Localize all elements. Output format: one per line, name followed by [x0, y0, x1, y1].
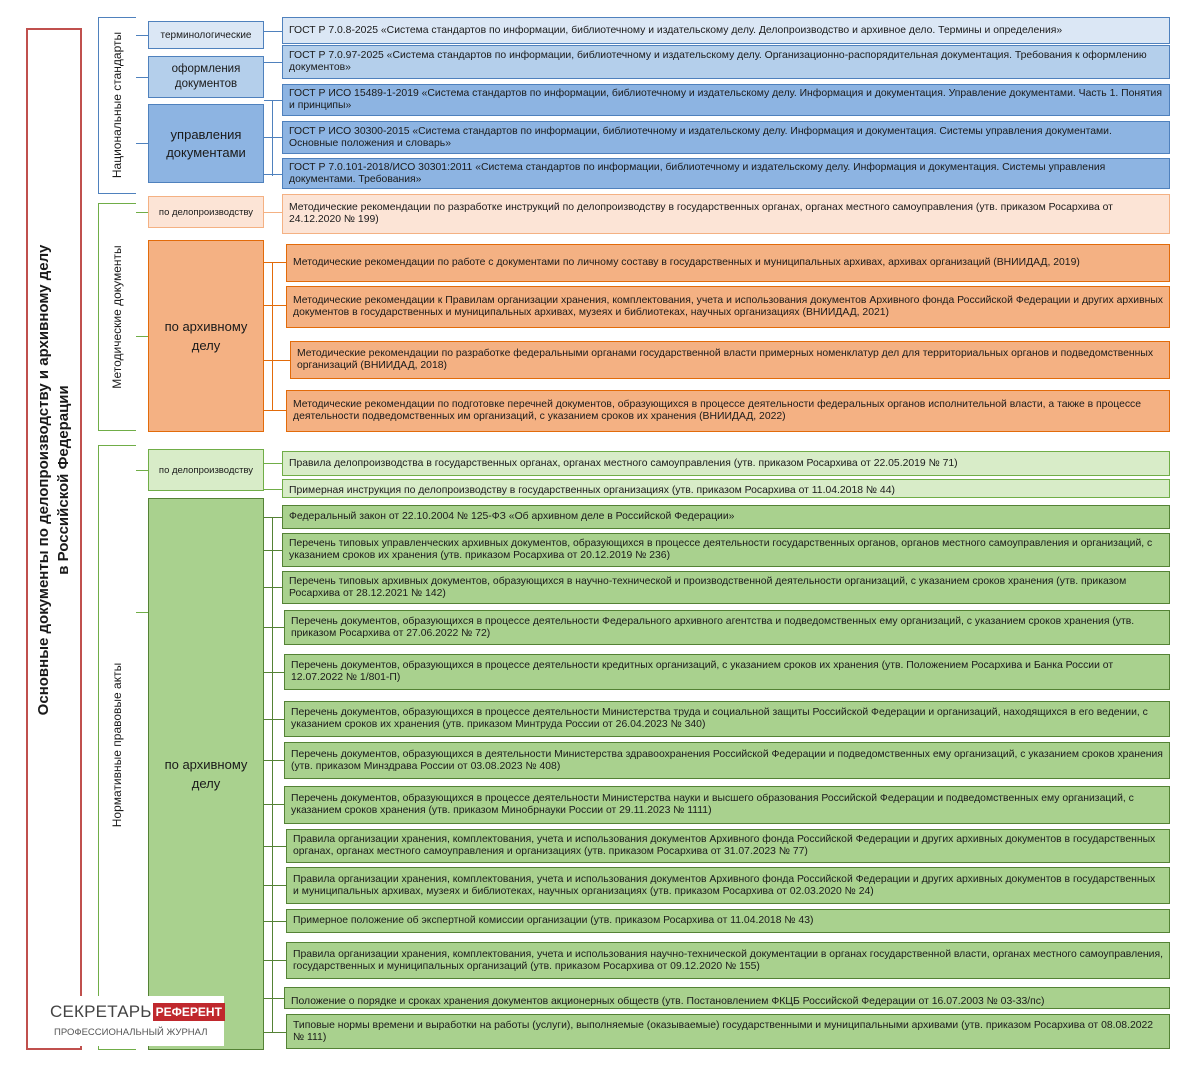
category-method-records-label: по делопроизводству [158, 206, 254, 218]
doc-method-archive-2-text: Методические рекомендации к Правилам организации хранения, комплектования, учета и использования документов Архивного фонда Российской Федерации и других архивных документов в государственных и муниципальных архивах, музеях и библиотеках, научных организациях (ВНИИДАД, 2021) [293, 295, 1163, 318]
doc-norm-archive-8 [284, 786, 1170, 824]
category-management-label: управления документами [166, 126, 246, 160]
category-management [148, 104, 264, 183]
link-norm-archive-8 [264, 804, 284, 805]
group-methodical-label: Методические документы [110, 245, 124, 389]
connector-national [136, 35, 148, 36]
doc-norm-records-2-text: Примерная инструкция по делопроизводству в государственных организациях (утв. приказом Росархива от 11.04.2018 № 44) [289, 485, 895, 496]
link-method-archive-1 [264, 262, 286, 263]
doc-method-archive-1-text: Методические рекомендации по работе с документами по личному составу в государственных и муниципальных архивах, архивах организаций (ВНИИДАД, 2019) [293, 257, 1080, 268]
doc-national-3 [282, 84, 1170, 116]
group-normative-label: Нормативные правовые акты [110, 662, 124, 828]
link-national-4 [264, 137, 282, 138]
doc-national-4-text: ГОСТ Р ИСО 30300-2015 «Система стандартов по информации, библиотечному и издательскому делу. Информация и документация. Системы управления документами. Основные положения и словарь» [289, 125, 1112, 149]
link-method-records-1 [264, 212, 282, 213]
doc-national-5-text: ГОСТ Р 7.0.101-2018/ИСО 30301:2011 «Система стандартов по информации, библиотечному и издательскому делу. Информация и документация. Системы управления документами. Требования» [289, 161, 1106, 185]
link-norm-archive-14 [264, 1032, 286, 1033]
link-norm-archive-13 [264, 998, 284, 999]
link-national-2 [264, 62, 282, 63]
connector-methodical [136, 336, 148, 337]
spine-management [272, 100, 273, 176]
doc-norm-records-2 [282, 479, 1170, 498]
doc-norm-archive-1-text: Федеральный закон от 22.10.2004 № 125-ФЗ «Об архивном деле в Российской Федерации» [289, 511, 735, 522]
category-method-archive-label: по архивному делу [164, 319, 248, 353]
doc-national-2 [282, 45, 1170, 79]
group-national-label: Национальные стандарты [110, 31, 124, 179]
spine-norm-archive [272, 517, 273, 1032]
doc-norm-archive-5-text: Перечень документов, образующихся в процессе деятельности кредитных организаций, с указанием сроков их хранения (утв. Положением Росархива и Банка России от 12.07.2022 № 1/801-П) [291, 660, 1114, 683]
diagram-title-line1: Основные документы по делопроизводству и архивному делу [35, 244, 52, 716]
doc-norm-archive-10-text: Правила организации хранения, комплектования, учета и использования документов Архивного фонда Российской Федерации и других архивных документов в государственных и муниципальных архивах, музеях и библиотеках, научных организациях (утв. приказом Росархива от 02.03.2020 № 24) [293, 873, 1156, 897]
doc-norm-archive-11-text: Примерное положение об экспертной комиссии организации (утв. приказом Росархива от 11.04.2018 № 43) [293, 915, 814, 926]
link-norm-archive-1 [264, 517, 282, 518]
doc-method-archive-3 [290, 341, 1170, 379]
doc-norm-archive-9 [286, 829, 1170, 863]
spine-method-archive [272, 262, 273, 410]
doc-method-archive-4-text: Методические рекомендации по подготовке перечней документов, образующихся в процессе деятельности федеральных органов исполнительной власти, а также в процессе деятельности подведомственных им организаций, с указанием сроков их хранения (ВНИИДАД, 2022) [293, 399, 1142, 422]
doc-method-records-1-text: Методические рекомендации по разработке инструкций по делопроизводству в государственных органах, органах местного самоуправления (утв. приказом Росархива от 24.12.2020 № 199) [289, 202, 1113, 225]
doc-national-1 [282, 17, 1170, 44]
category-method-records [148, 196, 264, 228]
doc-norm-archive-9-text: Правила организации хранения, комплектования, учета и использования документов Архивного фонда Российской Федерации и других архивных документов в государственных органах, органах местного самоуправления и организациях (утв. приказом Росархива от 31.07.2023 № 77) [293, 834, 1156, 857]
link-national-3 [264, 100, 282, 101]
doc-norm-archive-3-text: Перечень типовых архивных документов, образующихся в научно-технической и производственной деятельности организаций, с указанием сроков хранения (утв. приказом Росархива от 28.12.2021 № 142) [289, 575, 1127, 599]
doc-norm-archive-12 [286, 942, 1170, 979]
link-norm-archive-12 [264, 960, 286, 961]
doc-national-3-text: ГОСТ Р ИСО 15489-1-2019 «Система стандартов по информации, библиотечному и издательскому делу. Информация и документация. Управление документами. Часть 1. Понятия и принципы» [289, 88, 1162, 111]
logo-name-right: РЕФЕРЕНТ [153, 1003, 225, 1021]
link-norm-archive-9 [264, 846, 286, 847]
category-method-archive [148, 240, 264, 432]
doc-method-archive-4 [286, 390, 1170, 432]
link-norm-archive-3 [264, 587, 282, 588]
connector-normative [136, 470, 148, 471]
title-bracket-bottom [26, 1048, 80, 1050]
doc-norm-archive-13 [284, 987, 1170, 1009]
category-formatting-label: оформления документов [171, 63, 241, 90]
doc-national-2-text: ГОСТ Р 7.0.97-2025 «Система стандартов по информации, библиотечному и издательскому делу. Организационно-распорядительная документация. Требования к оформлению документов» [289, 50, 1147, 73]
diagram-title-line2: в Российской Федерации [55, 385, 72, 575]
link-norm-archive-7 [264, 760, 284, 761]
doc-norm-archive-5 [284, 654, 1170, 690]
doc-norm-records-1-text: Правила делопроизводства в государственных органах, органах местного самоуправления (утв. приказом Росархива от 22.05.2019 № 71) [289, 457, 958, 469]
link-norm-archive-11 [264, 921, 286, 922]
doc-norm-archive-13-text: Положение о порядке и сроках хранения документов акционерных обществ (утв. Постановлением ФКЦБ Российской Федерации от 16.07.2003 № 03-33/пс) [291, 996, 1045, 1007]
link-method-archive-2 [264, 305, 286, 306]
category-formatting [148, 56, 264, 98]
title-bracket-left [26, 28, 28, 1050]
doc-norm-archive-12-text: Правила организации хранения, комплектования, учета и использования научно-технической документации в органах государственной власти, органах местного самоуправления, государственных и муниципальных организаций (утв. приказом Росархива от 09.12.2020 № 155) [293, 948, 1163, 972]
logo [42, 996, 224, 1046]
link-norm-archive-4 [264, 627, 284, 628]
doc-norm-archive-10 [286, 867, 1170, 904]
link-norm-records-2 [264, 489, 282, 490]
doc-norm-archive-7-text: Перечень документов, образующихся в деятельности Министерства здравоохранения Российской Федерации и подведомственных ему организаций, с указанием сроков хранения (утв. приказом Минздрава России от 03.08.2023 № 408) [291, 748, 1163, 772]
link-method-archive-4 [264, 410, 286, 411]
doc-norm-archive-3 [282, 571, 1170, 604]
title-bracket-right [80, 28, 82, 1050]
doc-norm-archive-14 [286, 1014, 1170, 1049]
doc-norm-archive-8-text: Перечень документов, образующихся в процессе деятельности Министерства науки и высшего образования Российской Федерации и подведомственных ему организаций, с указанием сроков хранения (утв. приказом Минобрнауки России от 29.11.2023 № 1111) [291, 793, 1134, 816]
doc-method-archive-1 [286, 244, 1170, 282]
doc-norm-records-1 [282, 451, 1170, 476]
connector-national [136, 143, 148, 144]
link-norm-archive-6 [264, 719, 284, 720]
doc-method-archive-3-text: Методические рекомендации по разработке федеральными органами государственной власти примерных номенклатур дел для территориальных органов и подведомственных организаций (ВНИИДАД, 2018) [297, 348, 1154, 371]
doc-national-1-text: ГОСТ Р 7.0.8-2025 «Система стандартов по информации, библиотечному и издательскому делу. Делопроизводство и архивное дело. Термины и определения» [289, 24, 1063, 36]
connector-national [136, 77, 148, 78]
logo-name-left: СЕКРЕТАРЬ [50, 1002, 152, 1021]
doc-norm-archive-4-text: Перечень документов, образующихся в процессе деятельности Федерального архивного агентства и подведомственных ему организаций, с указанием сроков хранения (утв. приказом Росархива от 27.06.2022 № 72) [291, 615, 1135, 639]
link-national-5 [264, 174, 282, 175]
doc-method-archive-2 [286, 286, 1170, 328]
category-norm-records-label: по делопроизводству [158, 464, 254, 476]
diagram-title [34, 245, 74, 716]
connector-methodical [136, 212, 148, 213]
doc-national-5 [282, 158, 1170, 189]
doc-national-4 [282, 121, 1170, 154]
doc-norm-archive-6-text: Перечень документов, образующихся в процессе деятельности Министерства труда и социальной защиты Российской Федерации и организаций, находящихся в его ведении, с указанием сроков их хранения (утв. приказом Минтруда России от 26.04.2023 № 340) [291, 707, 1148, 730]
link-norm-archive-10 [264, 885, 286, 886]
doc-norm-archive-7 [284, 742, 1170, 779]
category-norm-records [148, 449, 264, 491]
doc-norm-archive-2-text: Перечень типовых управленческих архивных документов, образующихся в процессе деятельности государственных органов, органов местного самоуправления и организаций, с указанием сроков их хранения (утв. приказом Росархива от 20.12.2019 № 236) [289, 538, 1153, 561]
link-method-archive-3 [264, 360, 290, 361]
connector-normative [136, 612, 148, 613]
doc-norm-archive-11 [286, 909, 1170, 933]
doc-norm-archive-2 [282, 533, 1170, 567]
category-terminological [148, 21, 264, 49]
doc-norm-archive-1 [282, 505, 1170, 529]
category-terminological-label: терминологические [160, 29, 252, 41]
link-national-1 [264, 31, 282, 32]
doc-norm-archive-6 [284, 701, 1170, 737]
doc-method-records-1 [282, 194, 1170, 234]
link-norm-archive-2 [264, 550, 282, 551]
doc-norm-archive-4 [284, 610, 1170, 645]
logo-tagline: ПРОФЕССИОНАЛЬНЫЙ ЖУРНАЛ [54, 1027, 208, 1038]
doc-norm-archive-14-text: Типовые нормы времени и выработки на работы (услуги), выполняемые (оказываемые) государственными и муниципальными архивами (утв. приказом Росархива от 08.08.2022 № 111) [293, 1019, 1154, 1043]
title-bracket-top [26, 28, 80, 30]
category-norm-archive-label: по архивному делу [164, 757, 248, 791]
link-norm-records-1 [264, 463, 282, 464]
category-norm-archive [148, 498, 264, 1050]
link-norm-archive-5 [264, 672, 284, 673]
